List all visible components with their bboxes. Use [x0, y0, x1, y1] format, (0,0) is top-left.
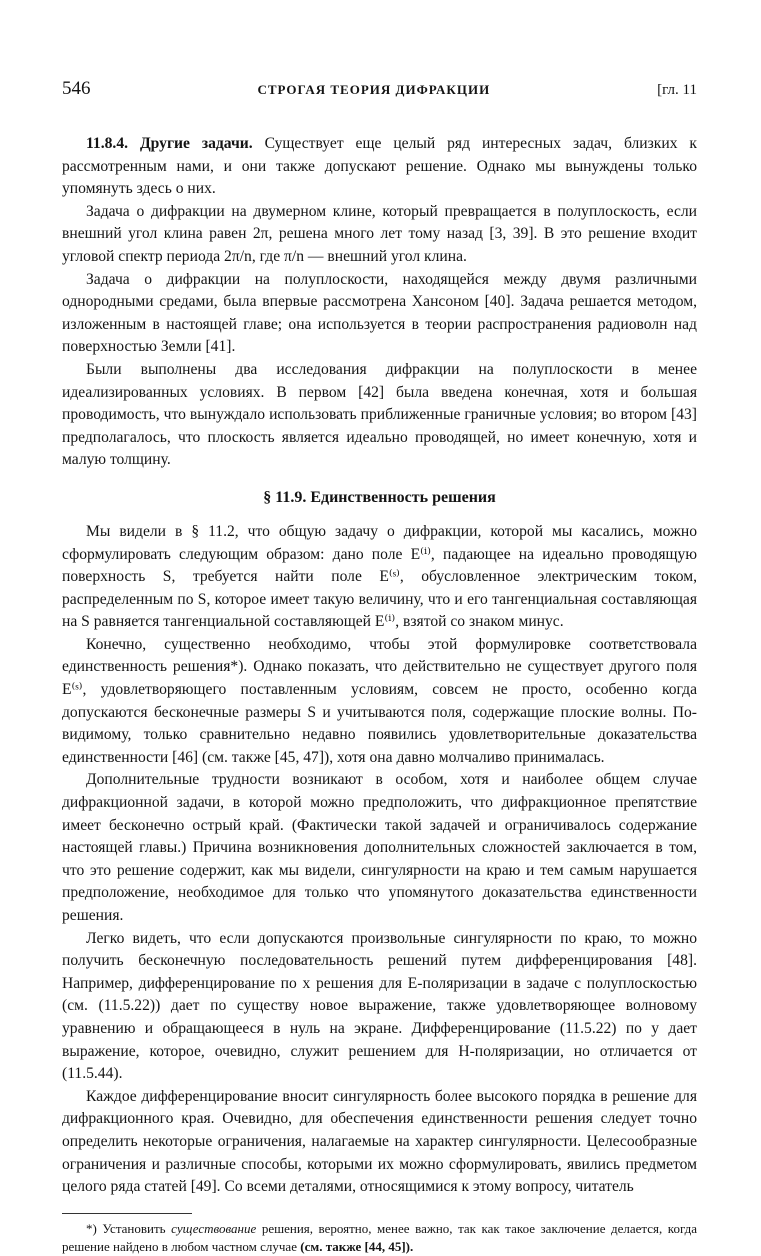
- paragraph-singularities: Легко видеть, что если допускаются произвольные сингулярности по краю, то можно получить бесконечную последовательность решений путем дифференцирования [48]. Например, дифференцирование по x решения для E-поляризации в задаче с полуплоскостью (см. (11.5.22)) дает по существу новое выражение, также удовлетворяющее волновому уравнению и обращающееся в нуль на экране. Дифференцирование (11.5.22) по y дает выражение, которое, очевидно, служит решением для H-поляризации, но отличается от (11.5.44).: [62, 929, 697, 1083]
- running-title: СТРОГАЯ ТЕОРИЯ ДИФРАКЦИИ: [257, 82, 491, 97]
- paragraph-formulation: Мы видели в § 11.2, что общую задачу о дифракции, которой мы касались, можно сформулировать следующим образом: дано поле E⁽ⁱ⁾, падающее на идеально проводящую поверхность S, требуется найти поле E⁽ˢ⁾, обусловленное электрическим током, распределенным по S, которое имеет такую величину, что и его тангенциальная составляющая на S равняется тангенциальной составляющей E⁽ⁱ⁾, взятой со знаком минус.: [62, 522, 697, 631]
- footnote-text-middle: решения, вероятно, менее важно, так как такое заключение делается, когда решение найдено в любом частном случае: [62, 1220, 698, 1254]
- footnote-text-start: Установить: [102, 1220, 166, 1236]
- page-number: 546: [62, 78, 91, 99]
- section-heading: § 11.9. Единственность решения: [263, 488, 496, 506]
- footnote-emphasis: существование: [171, 1220, 257, 1236]
- subsection-label: 11.8.4. Другие задачи.: [86, 135, 253, 152]
- paragraph-uniqueness: Конечно, существенно необходимо, чтобы этой формулировке соответствовала единственность решения*). Однако показать, что действительно не существует другого поля E⁽ˢ⁾, удовлетворяющего поставленным условиям, совсем не просто, особенно когда допускаются бесконечные размеры S и учитываются поля, содержащие плоские волны. По-видимому, только сравнительно недавно появились удовлетворительные доказательства единственности [46] (см. также [45, 47]), хотя она давно молчаливо принималась.: [62, 635, 697, 766]
- subsection-paragraph: [62, 133, 697, 201]
- paragraph-difficulties: Дополнительные трудности возникают в особом, хотя и наиболее общем случае дифракционной задачи, в которой можно предположить, что дифракционное препятствие имеет бесконечно острый край. (Фактически такой задачей и ограничивалось содержание настоящей главы.) Причина возникновения дополнительных сложностей заключается в том, что это решение содержит, как мы видели, сингулярности на краю и тем самым нарушается предположение, необходимое для только что упомянутого доказательства единственности решения.: [62, 771, 697, 924]
- paragraph-wedge: Задача о дифракции на двумерном клине, который превращается в полуплоскость, если внешний угол клина равен 2π, решена много лет тому назад [3, 39]. В это решение входит угловой спектр периода 2π/n, где π/n — внешний угол клина.: [62, 202, 697, 265]
- footnote-rule: [62, 1213, 192, 1214]
- paragraph-higher-order: Каждое дифференцирование вносит сингулярность более высокого порядка в решение для дифракционного края. Очевидно, для обеспечения единственности решения следует точно определить некоторые ограничения, налагаемые на характер сингулярности. Целесообразные ограничения и различные способы, которыми их можно сформулировать, явились предметом целого ряда статей [49]. Со всеми деталями, относящимися к этому вопросу, читатель: [62, 1087, 697, 1196]
- footnote-citation: (см. также [44, 45]).: [300, 1238, 414, 1254]
- footnote: [62, 1220, 697, 1256]
- subsection-intro: Существует еще целый ряд интересных задач, близких к рассмотренным нами, и они также допускают решение. Однако мы вынуждены только упомянуть здесь о них.: [62, 135, 698, 198]
- footnote-marker: *): [86, 1220, 97, 1236]
- chapter-reference: [гл. 11: [657, 82, 697, 98]
- running-head: [62, 78, 697, 100]
- paragraph-nonideal: Были выполнены два исследования дифракции на полуплоскости в менее идеализированных условиях. В первом [42] была введена конечная, хотя и большая проводимость, что вынуждало использовать приближенные граничные условия; во втором [43] предполагалось, что плоскость является идеально проводящей, но имеет конечную, хотя и малую толщину.: [62, 360, 697, 469]
- paragraph-two-media: Задача о дифракции на полуплоскости, находящейся между двумя различными однородными средами, была впервые рассмотрена Хансоном [40]. Задача решается методом, изложенным в настоящей главе; она используется в теории распространения радиоволн над поверхностью Земли [41].: [62, 270, 697, 356]
